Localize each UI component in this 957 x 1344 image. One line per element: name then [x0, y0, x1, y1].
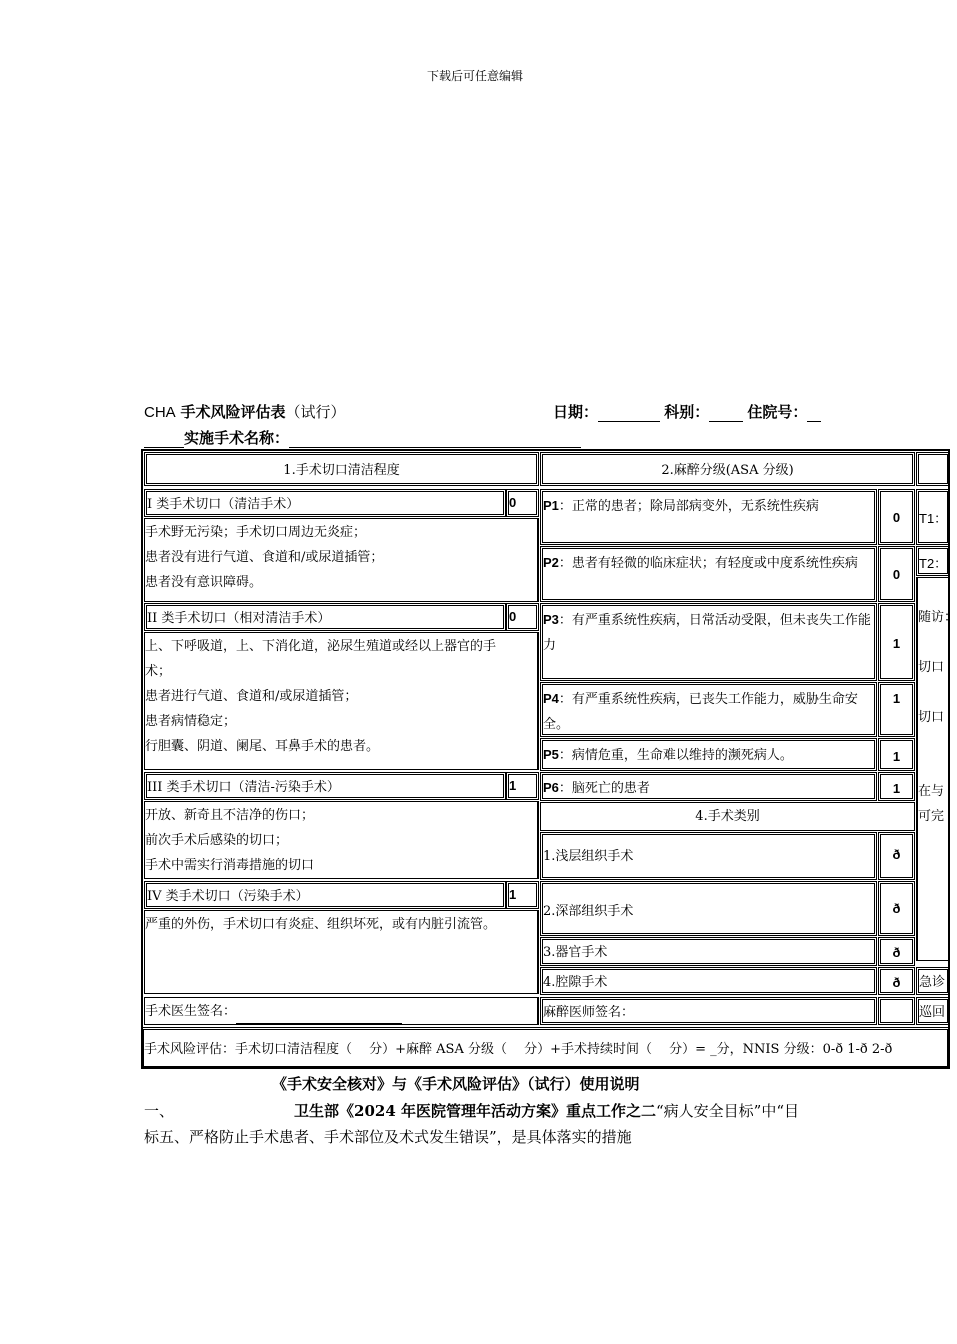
form-title-main: 手术风险评估表: [180, 404, 286, 421]
note-label: 可完: [918, 809, 945, 824]
asa-p5-score-cell[interactable]: [878, 738, 915, 771]
asa-p6-text: [543, 775, 650, 801]
anesthetist-signature-field[interactable]: [634, 1010, 842, 1025]
instructions-numeral: 一、: [144, 1102, 175, 1120]
followup-cell: [916, 577, 957, 961]
class2-desc-line: 上、下呼吸道，上、下消化道，泌尿生殖道或经以上器官的手: [145, 639, 497, 654]
cat4-cell: [540, 967, 877, 995]
cat4-checkbox-icon: ð: [892, 975, 901, 990]
asa-p2-text: [543, 550, 873, 576]
operation-field[interactable]: [289, 433, 581, 448]
anesthetist-signature-cell: [540, 997, 877, 1025]
section2-heading-text: 2.麻醉分级(ASA 分级): [661, 463, 794, 478]
operation-name-row: [144, 427, 581, 448]
asa-p6-score: 1: [892, 781, 901, 796]
surgeon-signature-cell: [144, 997, 539, 1025]
cat4-check[interactable]: [878, 967, 915, 995]
asa-p3-text: [543, 607, 873, 658]
round-cell: [916, 997, 950, 1025]
asa-p4-desc: ：有严重系统性疾病，已丧失工作能力，威胁生命安全。: [543, 692, 858, 732]
class4-desc-line: 严重的外伤，手术切口有炎症、组织坏死，或有内脏引流管。: [145, 917, 497, 932]
note-label: 在与: [918, 784, 945, 799]
asa-p4-code: P4: [543, 691, 559, 706]
asa-p6-cell: [540, 772, 877, 801]
asa-p5-desc: ：病情危重，生命难以维持的濒死病人。: [558, 748, 793, 763]
incision-label: 切口: [918, 660, 945, 675]
t1-cell: [916, 489, 950, 545]
form-meta: [553, 401, 821, 422]
t2-cell: [916, 546, 950, 576]
asa-p1-text: [543, 493, 819, 519]
class2-label: II 类手术切口（相对清洁手术）: [147, 611, 331, 626]
class3-label-cell: [144, 772, 506, 800]
cat3-checkbox-icon: ð: [892, 945, 901, 960]
asa-p5-cell: [540, 738, 877, 771]
cat1-check[interactable]: [878, 832, 915, 880]
cat3-check[interactable]: [878, 937, 915, 966]
asa-p3-score: 1: [892, 636, 901, 651]
class2-score: 0: [509, 609, 517, 624]
class4-score-cell[interactable]: [506, 881, 539, 909]
cat3-cell: [540, 937, 877, 966]
anesthetist-signature: [543, 1000, 842, 1025]
class2-desc-line: 患者进行气道、食道和/或尿道插管；: [145, 689, 358, 704]
asa-p6-score-cell[interactable]: [878, 772, 915, 801]
asa-p1-desc: ：正常的患者；除局部病变外，无系统性疾病: [558, 499, 819, 514]
class3-score: 1: [509, 778, 517, 793]
class2-desc-line: 术；: [145, 664, 172, 679]
risk-summary-cell: [141, 1027, 950, 1069]
class2-desc-line: 行胆囊、阴道、阑尾、耳鼻手术的患者。: [145, 739, 380, 754]
class3-score-cell[interactable]: [506, 772, 539, 800]
asa-p2-score-cell[interactable]: [878, 546, 915, 602]
class1-label-cell: [144, 489, 506, 517]
section1-heading-text: 1.手术切口清洁程度: [283, 463, 400, 478]
class4-score: 1: [509, 887, 517, 902]
cat1-checkbox-icon: ð: [892, 847, 901, 862]
instructions-body: [144, 1098, 804, 1150]
section4-heading: [540, 802, 915, 831]
cat2-check[interactable]: [878, 881, 915, 936]
cat2-checkbox-icon: ð: [892, 901, 901, 916]
asa-p5-code: P5: [543, 747, 559, 762]
class4-desc: [144, 910, 539, 994]
asa-p3-cell: [540, 603, 877, 681]
emergency-cell: [916, 967, 950, 995]
asa-p1-score: 0: [892, 510, 901, 525]
class2-desc: [144, 632, 539, 770]
asa-p3-score-cell[interactable]: [878, 603, 915, 681]
cat2-label: 2.深部组织手术: [543, 904, 634, 919]
class2-score-cell[interactable]: [506, 603, 539, 631]
asa-p4-score-cell[interactable]: [878, 682, 915, 737]
section2-heading: [540, 452, 915, 486]
asa-p2-score: 0: [892, 567, 901, 582]
date-label: 日期：: [553, 404, 599, 421]
class3-desc-line: 手术中需实行消毒措施的切口: [145, 858, 315, 873]
surgeon-signature: [145, 999, 402, 1024]
class1-desc-line: 患者没有进行气道、食道和/或尿道插管；: [145, 550, 384, 565]
class1-score-cell[interactable]: [506, 489, 539, 517]
asa-p4-cell: [540, 682, 877, 737]
section1-heading: [144, 452, 539, 486]
risk-summary: 手术风险评估：手术切口清洁程度（ 分）+麻醉 ASA 分级（ 分）+手术持续时间（ 分）= _分，NNIS 分级：0-ð 1-ð 2-ð: [144, 1042, 893, 1057]
round-label: 巡回: [919, 1005, 946, 1020]
form-title-prefix: CHA: [144, 404, 176, 421]
class3-desc: [144, 801, 539, 879]
class1-desc: [144, 518, 539, 602]
asa-p2-desc: ：患者有轻微的临床症状；有轻度或中度系统性疾病: [558, 556, 858, 571]
admission-field[interactable]: [807, 407, 821, 422]
class2-label-cell: [144, 603, 506, 631]
t1-label: T1：: [919, 511, 948, 526]
asa-p5-score: 1: [892, 749, 901, 764]
operation-prefix-blank: [144, 433, 184, 448]
instructions-title: 《手术安全核对》与《手术风险评估》（试行）使用说明: [272, 1075, 640, 1093]
asa-p5-text: [543, 742, 793, 768]
asa-p6-desc: ：脑死亡的患者: [558, 781, 650, 796]
section3-heading: [916, 452, 950, 486]
class3-desc-line: 开放、新奇且不洁净的伤口；: [145, 808, 315, 823]
cat3-label: 3.器官手术: [543, 945, 608, 960]
cat2-cell: [540, 881, 877, 936]
class3-desc-line: 前次手术后感染的切口；: [145, 833, 289, 848]
form-title-suffix: （试行）: [285, 403, 346, 421]
header-note: 下载后可任意编辑: [426, 69, 523, 83]
asa-p1-code: P1: [543, 498, 559, 513]
asa-p2-code: P2: [543, 555, 559, 570]
cat1-cell: [540, 832, 877, 880]
asa-p1-score-cell[interactable]: [878, 489, 915, 545]
surgeon-signature-label: 手术医生签名：: [145, 1004, 237, 1019]
class1-label: I 类手术切口（清洁手术）: [147, 497, 300, 512]
emergency-label: 急诊: [919, 975, 946, 990]
class2-desc-line: 患者病情稳定；: [145, 714, 237, 729]
anesthetist-signature-label: 麻醉医师签名：: [543, 1005, 635, 1020]
signature-blank-cell: [878, 997, 915, 1025]
operation-label: 实施手术名称：: [184, 430, 290, 447]
asa-p6-code: P6: [543, 780, 559, 795]
instructions-rest: “病人安全目标”中“目标五、严格防止手术患者、手术部位及术式发生错误”，是具体落实的措施: [144, 1102, 800, 1146]
class3-label: III 类手术切口（清洁-污染手术）: [147, 780, 340, 795]
date-field[interactable]: [598, 407, 660, 422]
incision-label: 切口: [918, 710, 945, 725]
cat1-label: 1.浅层组织手术: [543, 849, 634, 864]
asa-p3-code: P3: [543, 612, 559, 627]
dept-field[interactable]: [709, 407, 743, 422]
asa-p1-cell: [540, 489, 877, 545]
cat4-label: 4.腔隙手术: [543, 975, 608, 990]
visit-label: 随访：: [918, 610, 957, 625]
asa-p2-cell: [540, 546, 877, 602]
class1-score: 0: [509, 495, 517, 510]
section4-heading-text: 4.手术类别: [695, 809, 760, 824]
instructions-lead: 卫生部《2024 年医院管理年活动方案》重点工作之二: [294, 1102, 656, 1120]
class1-desc-line: 手术野无污染；手术切口周边无炎症；: [145, 525, 367, 540]
asa-p3-desc: ：有严重系统性疾病，日常活动受限，但未丧失工作能力: [543, 613, 871, 653]
class4-label-cell: [144, 881, 506, 909]
admission-label: 住院号：: [747, 404, 808, 421]
class4-label: IV 类手术切口（污染手术）: [147, 889, 309, 904]
t2-label: T2：: [919, 556, 948, 571]
dept-label: 科别：: [664, 404, 710, 421]
form-title: [144, 401, 345, 422]
asa-p4-score: 1: [892, 691, 901, 706]
asa-p4-text: [543, 686, 873, 737]
class1-desc-line: 患者没有意识障碍。: [145, 575, 263, 590]
surgeon-signature-field[interactable]: [236, 1009, 402, 1024]
